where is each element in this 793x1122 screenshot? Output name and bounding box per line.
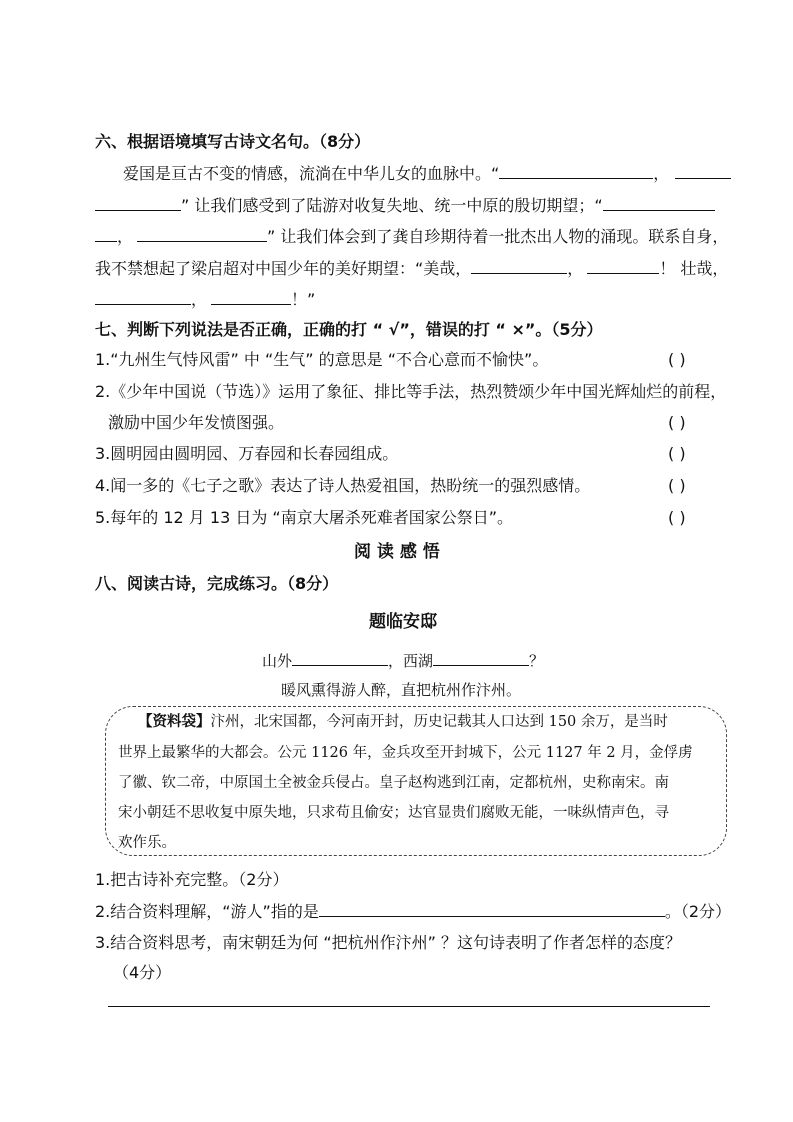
question-3: 3.结合资料思考，南宋朝廷为何 “把杭州作汴州” ？这句诗表明了作者怎样的态度？ (95, 933, 682, 952)
question-2-blank[interactable] (319, 901, 665, 917)
fill-blank-5[interactable] (95, 226, 117, 242)
material-line-4: 宋小朝廷不思收复中原失地，只求苟且偷安；达官显贵们腐败无能，一味纵情声色，寻 (118, 805, 669, 821)
section8-heading: 八、阅读古诗，完成练习。（8分） (95, 574, 339, 593)
section6-text-line5: ， ！” (95, 289, 315, 310)
section6-text-line1: 爱国是亘古不变的情感，流淌在中华儿女的血脉中。“ ， (123, 163, 731, 184)
reading-section-title: 阅 读 感 悟 (354, 542, 440, 562)
poem-title: 题临安邸 (369, 612, 437, 632)
answer-paren-2[interactable]: ( ) (668, 413, 686, 432)
fill-blank-10[interactable] (211, 289, 291, 305)
poem-line-2: 暖风熏得游人醉，直把杭州作汴州。 (281, 681, 522, 699)
answer-paren-4[interactable]: ( ) (668, 476, 686, 495)
question-1: 1.把古诗补充完整。（2分） (95, 870, 289, 889)
section6-text-line2: ” 让我们感受到了陆游对收复失地、统一中原的殷切期望；“ (95, 195, 715, 216)
answer-line[interactable] (108, 1006, 710, 1007)
fill-blank-4[interactable] (603, 195, 715, 211)
answer-paren-3[interactable]: ( ) (668, 444, 686, 463)
material-line-2: 世界上最繁华的大都会。公元 1126 年，金兵攻至开封城下，公元 1127 年 2 月，金俘虏 (118, 745, 693, 761)
material-label: 【资料袋】 (138, 714, 211, 730)
poem-line-1: 山外 ，西湖 ？ (262, 652, 545, 670)
fill-blank-7[interactable] (471, 258, 567, 274)
judge-item-5: 5.每年的 12 月 13 日为 “南京大屠杀死难者国家公祭日”。 (95, 508, 513, 527)
answer-paren-1[interactable]: ( ) (668, 350, 686, 369)
section6-text-line3: ， ” 让我们体会到了龚自珍期待着一批杰出人物的涌现。联系自身， (95, 226, 728, 247)
material-line-1: 【资料袋】汴州，北宋国都，今河南开封，历史记载其人口达到 150 余万，是当时 (138, 714, 668, 730)
question-2: 2.结合资料理解，“游人”指的是 。（2分） (95, 902, 732, 921)
fill-blank-2[interactable] (675, 163, 731, 179)
poem-blank-2[interactable] (433, 650, 529, 666)
judge-item-1: 1.“九州生气恃风雷” 中 “生气” 的意思是 “不合心意而不愉快”。 (95, 350, 549, 369)
judge-item-4: 4.闻一多的《七子之歌》表达了诗人热爱祖国，热盼统一的强烈感情。 (95, 476, 591, 495)
answer-paren-5[interactable]: ( ) (668, 508, 686, 527)
fill-blank-1[interactable] (499, 163, 653, 179)
fill-blank-9[interactable] (95, 289, 191, 305)
section6-heading: 六、根据语境填写古诗文名句。（8分） (95, 132, 371, 151)
judge-item-2: 2.《少年中国说（节选）》运用了象征、排比等手法，热烈赞颂少年中国光辉灿烂的前程， (95, 382, 727, 401)
section7-heading: 七、判断下列说法是否正确，正确的打 “ √”，错误的打 “ ×”。（5分） (95, 320, 603, 339)
fill-blank-6[interactable] (137, 226, 267, 242)
fill-blank-3[interactable] (95, 195, 181, 211)
material-line-5: 欢作乐。 (118, 835, 176, 851)
poem-blank-1[interactable] (292, 650, 388, 666)
fill-blank-8[interactable] (587, 258, 659, 274)
judge-item-3: 3.圆明园由圆明园、万春园和长春园组成。 (95, 444, 399, 463)
question-3-score: （4分） (113, 963, 172, 982)
judge-item-2-cont: 激励中国少年发愤图强。 (108, 413, 285, 432)
section6-text-line4: 我不禁想起了梁启超对中国少年的美好期望：“美哉， ， ！ 壮哉， (95, 259, 729, 278)
material-line-3: 了徽、钦二帝，中原国土全被金兵侵占。皇子赵构逃到江南，定都杭州，史称南宋。南 (118, 775, 669, 791)
